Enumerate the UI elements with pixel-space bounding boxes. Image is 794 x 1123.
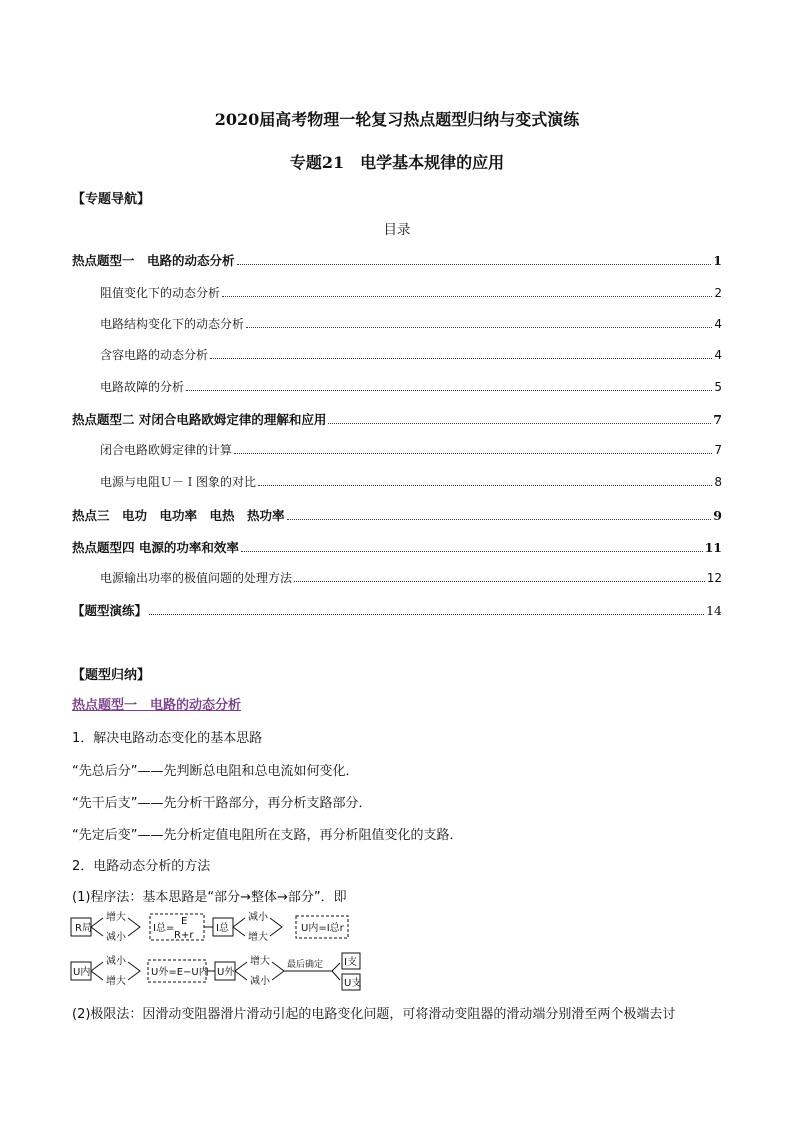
body-text: 1．解决电路动态变化的基本思路: [72, 731, 263, 746]
nav-label: 【专题导航】: [72, 192, 151, 207]
analysis-flow-diagram: [70, 908, 370, 1000]
body-text: 2．电路动态分析的方法: [72, 859, 211, 874]
diagram-label: I总: [216, 923, 229, 934]
toc-item[interactable]: 电源输出功率的极值问题的处理方法 12: [100, 571, 722, 585]
toc-item[interactable]: 电源与电阻Ｕ－Ｉ图象的对比 8: [100, 475, 722, 489]
toc-item[interactable]: 热点三 电功 电功率 电热 热功率 9: [72, 508, 722, 523]
diagram-label: 增大: [106, 976, 126, 987]
diagram-label: 增大: [250, 956, 270, 967]
diagram-label: R局: [75, 923, 92, 934]
toc-item[interactable]: 阻值变化下的动态分析 2: [100, 286, 722, 300]
diagram-label: 增大: [106, 912, 126, 923]
diagram-label: 减小: [248, 912, 268, 923]
document-subtitle: 专题21 电学基本规律的应用: [289, 153, 505, 172]
diagram-label: 最后确定: [287, 960, 324, 970]
toc-item[interactable]: 闭合电路欧姆定律的计算 7: [100, 443, 722, 457]
body-text: “先总后分”——先判断总电阻和总电流如何变化．: [72, 764, 359, 779]
document-title: 2020届高考物理一轮复习热点题型归纳与变式演练: [214, 110, 580, 129]
section-heading[interactable]: 热点题型一 电路的动态分析: [72, 698, 242, 713]
section-label: 【题型归纳】: [72, 668, 151, 683]
diagram-label: U外=E−U内: [151, 967, 209, 978]
toc-item[interactable]: 热点题型四 电源的功率和效率 11: [72, 540, 722, 555]
diagram-label: U外: [217, 967, 235, 978]
toc-heading: 目录: [383, 222, 411, 238]
body-text: (1)程序法：基本思路是“部分→整体→部分”．即: [72, 890, 347, 905]
body-text: (2)极限法：因滑动变阻器滑片滑动引起的电路变化问题，可将滑动变阻器的滑动端分别滑至两个极端去讨: [72, 1007, 676, 1022]
diagram-label: 减小: [106, 956, 126, 967]
toc-item[interactable]: 含容电路的动态分析 4: [100, 348, 722, 362]
toc-item[interactable]: 电路故障的分析 5: [100, 380, 722, 394]
diagram-label: I支: [344, 957, 357, 968]
diagram-label: 减小: [250, 976, 270, 987]
diagram-label: R+r: [174, 930, 194, 941]
toc-item[interactable]: 电路结构变化下的动态分析 4: [100, 317, 722, 331]
diagram-label: 增大: [248, 932, 268, 943]
body-text: “先定后变”——先分析定值电阻所在支路，再分析阻值变化的支路．: [72, 828, 463, 843]
toc-item[interactable]: 【题型演练】 14: [72, 603, 722, 618]
diagram-label: E: [181, 916, 188, 927]
body-text: “先干后支”——先分析干路部分，再分析支路部分．: [72, 796, 372, 811]
toc-item[interactable]: 热点题型二 对闭合电路欧姆定律的理解和应用 7: [72, 412, 722, 427]
diagram-label: 减小: [106, 932, 126, 943]
diagram-label: I总=: [153, 923, 175, 934]
diagram-label: U支: [344, 978, 362, 989]
toc-item[interactable]: 热点题型一 电路的动态分析 1: [72, 253, 722, 268]
diagram-label: U内=I总r: [301, 923, 344, 934]
diagram-label: U内: [73, 967, 91, 978]
